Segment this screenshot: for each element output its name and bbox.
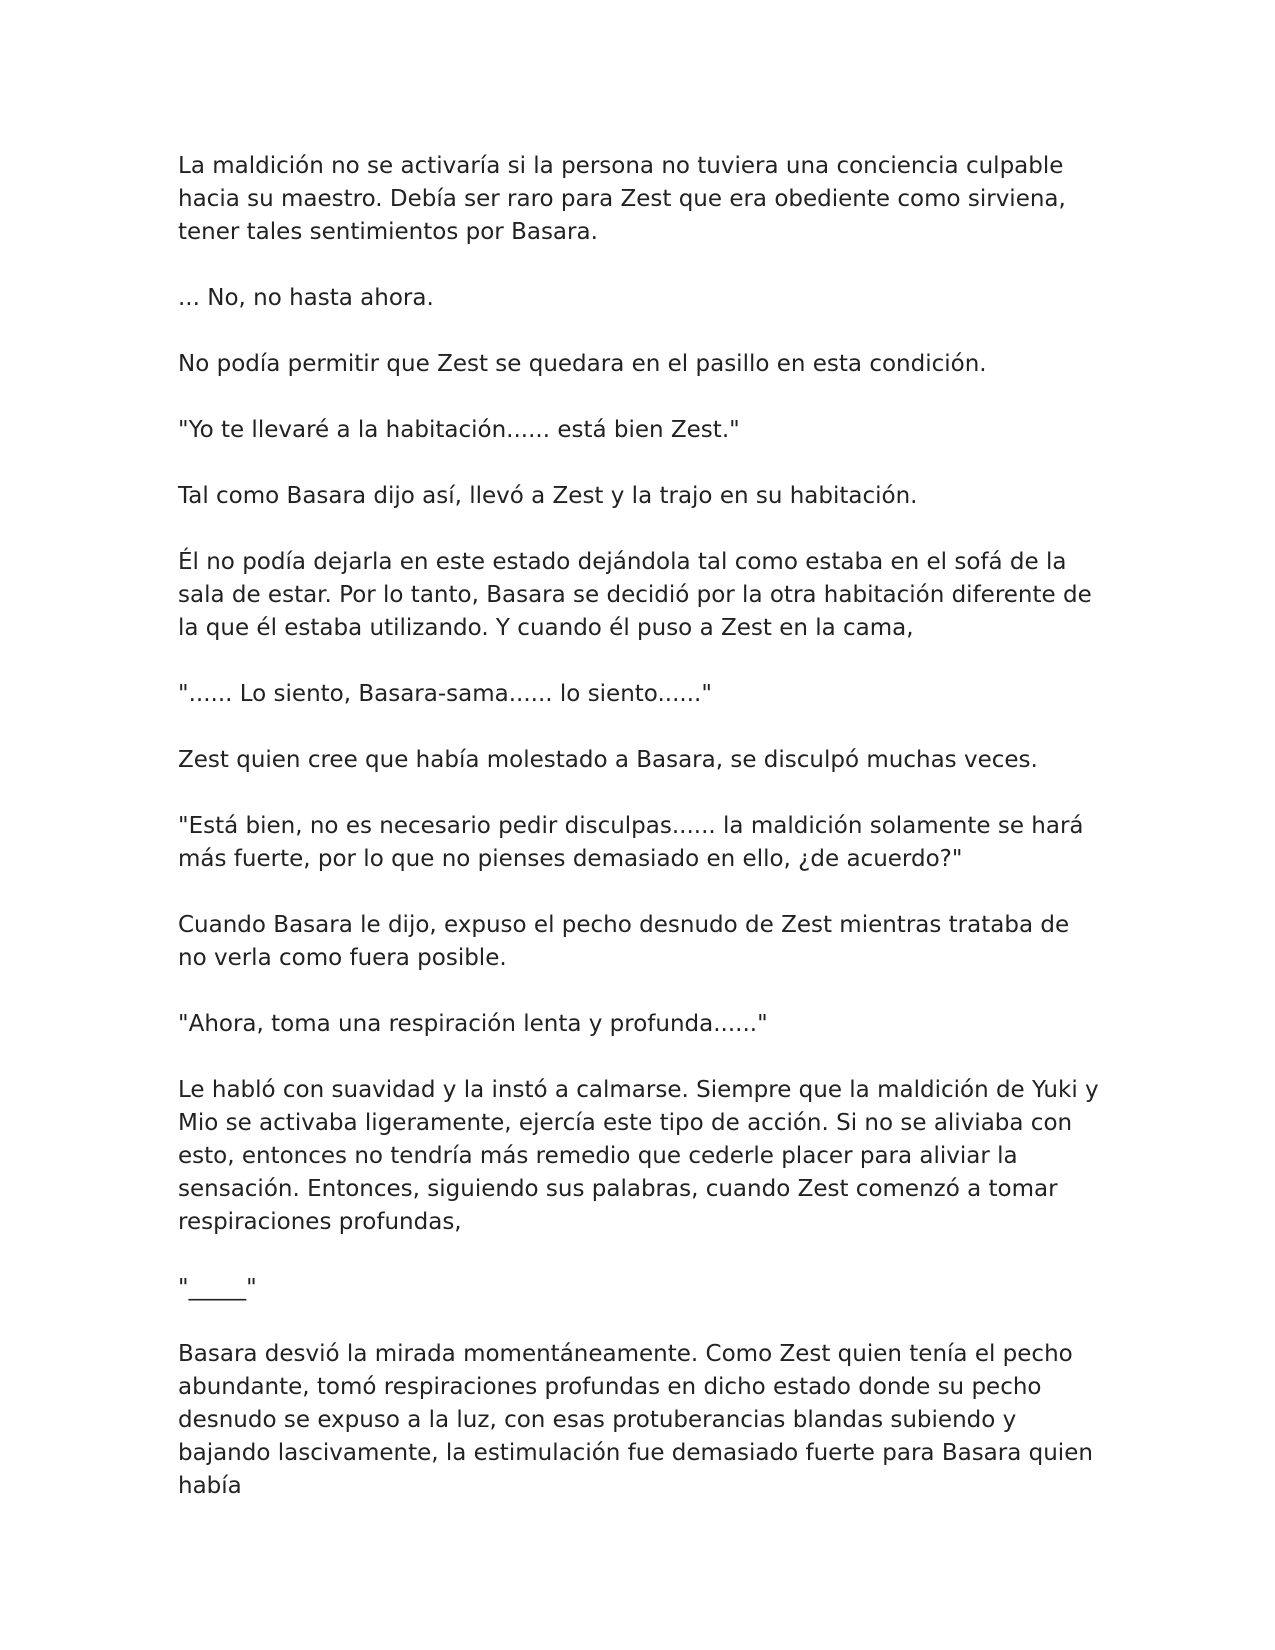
paragraph-11: "Ahora, toma una respiración lenta y profunda......" [178, 1011, 768, 1037]
paragraph-7: "...... Lo siento, Basara-sama...... lo siento......" [178, 681, 712, 707]
paragraph-8: Zest quien cree que había molestado a Basara, se disculpó muchas veces. [178, 747, 1038, 773]
paragraph-2: ... No, no hasta ahora. [178, 285, 434, 311]
paragraph-1: La maldición no se activaría si la persona no tuviera una conciencia culpable hacia su maestro. Debía ser raro para Zest que era obediente como sirviena, tener tales sentimientos por Basara. [178, 153, 1066, 245]
paragraph-3: No podía permitir que Zest se quedara en el pasillo en esta condición. [178, 351, 987, 377]
paragraph-5: Tal como Basara dijo así, llevó a Zest y la trajo en su habitación. [178, 483, 918, 509]
paragraph-9: "Está bien, no es necesario pedir disculpas...... la maldición solamente se hará más fuerte, por lo que no pienses demasiado en ello, ¿de acuerdo?" [178, 813, 1084, 872]
paragraph-12: Le habló con suavidad y la instó a calmarse. Siempre que la maldición de Yuki y Mio se activaba ligeramente, ejercía este tipo de acción. Si no se aliviaba con esto, entonces no tendría más remedio que cederle placer para aliviar la sensación. Entonces, siguiendo sus palabras, cuando Zest comenzó a tomar respiraciones profundas, [178, 1077, 1099, 1235]
document-body [178, 150, 1103, 1536]
paragraph-4: "Yo te llevaré a la habitación...... está bien Zest." [178, 417, 740, 443]
paragraph-14: Basara desvió la mirada momentáneamente. Como Zest quien tenía el pecho abundante, tomó respiraciones profundas en dicho estado donde su pecho desnudo se expuso a la luz, con esas protuberancias blandas subiendo y bajando lascivamente, la estimulación fue demasiado fuerte para Basara quien había [178, 1341, 1093, 1499]
paragraph-13: "_____" [178, 1275, 257, 1301]
paragraph-10: Cuando Basara le dijo, expuso el pecho desnudo de Zest mientras trataba de no verla como fuera posible. [178, 912, 1070, 971]
paragraph-6: Él no podía dejarla en este estado dejándola tal como estaba en el sofá de la sala de estar. Por lo tanto, Basara se decidió por la otra habitación diferente de la que él estaba utilizando. Y cuando él puso a Zest en la cama, [178, 549, 1092, 641]
